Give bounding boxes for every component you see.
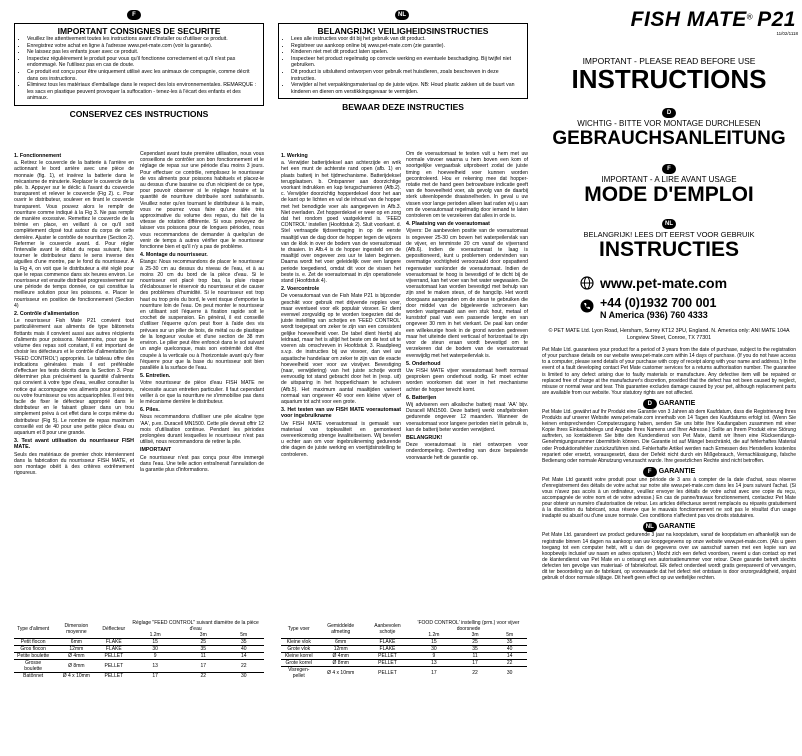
nl-body-col1 <box>281 151 401 459</box>
table-row <box>14 646 264 653</box>
table-cell: Batônnet <box>23 673 44 679</box>
table-row <box>14 639 264 646</box>
section-heading: 1. Werking <box>281 153 308 159</box>
table-header: 1.2m <box>428 632 440 638</box>
fr-warranty-block <box>540 467 798 520</box>
nl-body-col2 <box>406 151 528 462</box>
section-text: Om de voerautomaat te testen vult u hem met uw normale visvoer waarna u hem boven een kom of soortgelijke vergaarbak uitprobeert zodat de juiste timing en hoeveelheid voer kunnen worden gecontroleerd. Hou er rekening mee dat hopper-rotatie met de hand geen betrouwbare indicatie geeft van de hoeveelheid voer, als gevolg van de daarbij sterk uiteenlopende draaisnelheden. In geval u uw vissen voor lange perioden alleen laat raden wij u aan om de voerautomaat regelmatig door iemand te laten controleren om te verzekeren dat alles in orde is. <box>406 151 528 220</box>
section-text: Wij adviseren een alkalische batterij maat 'AA' bijv. Duracell MN1500. Deze batterij werkt onafgebroken gedurende ongeveer 12 maanden. Wanneer de voerautomaat voor langere perioden niet in gebruik is, kan de batterij beter worden verwijderd. <box>406 401 528 433</box>
table-cell: 35 <box>472 646 478 652</box>
table-cell: 22 <box>200 673 207 679</box>
fr-body-col2 <box>140 151 264 474</box>
brand-header <box>540 8 798 32</box>
section-heading: 3. Het testen van uw FISH MATE voerautomaat voor ingebruikname <box>281 407 401 420</box>
section-text: Cependant avant toute première utilisation, nous vous conseillons de contrôler son bon fonctionnement et le réglage de repas sur une période d'au moins 3 jours. Pour effectuer ce contrôle, remplissez le nourrisseur de vos aliments pour poissons habituels et placez-le au dessus d'une bassine ou d'un récipient de ce type, pour pouvoir observer si le réglage horaire et la quantité de nourriture distribuée sont satisfaisants. Veuillez noter qu'en tournant le distributeur à la main, vous ne pourrez vous faire qu'une idée très approximative du volume des repas, du fait de la vitesse de rotation différente. Si vous prévoyez de laisser vos poissons pour de longues périodes, nous vous recommandons de demander à quelqu'un de venir de temps à autres vérifier que le nourrisseur fonctionne bien et qu'il n'y a pas de problème. <box>140 151 264 251</box>
table-cell: PELLET <box>104 663 124 669</box>
table-cell: Kleine korrel <box>284 653 313 659</box>
section-text: a. Retirez le couvercle de la batterie à l'arrière en actionnant le bord arrière avec une pièce de monnaie (fig. 1), et insérez la batterie dans le mécanisme de minuterie. Replacer le couvercle de la pile. b. Appuyer sur le déclic à l'avant du couvercle transparent et relever le couvercle (Fig 2). c. Pour ouvrir le distributeur, soulever en tirant le couvercle transparent. Vous pouvez alors le remplir de nourriture comme indiqué à la Fig 3. Ne pas remplir de manière excessive. Remettez le couvercle de la trémie en place, en veillant à ce qu'il soit complètement clipsé tout autour du corps de cette dernière. Ajuster le contrôle de nourriture (Section 2). Refermer le couvercle avant. d. Pour régler l'intervalle avant le début du repas suivant, faire tourner le distributeur dans le sens inverse des aiguilles d'une montre, par le fond du nourrisseur. A la Fig 4, on voit que le distributeur a été réglé pour que le repas commence dans six heures environ. Le nourrisseur est ensuite distribué progressivement sur une période de temps donnée, ce qui constitue la meilleure solution pour les poissons. e. Placer le nourrisseur en position de fonctionnement (Section 4) <box>14 160 134 309</box>
table-cell: 17 <box>431 670 437 676</box>
nl-subtitle: BELANGRIJK! LEES DIT EERST VOOR GEBRUIK <box>583 230 755 239</box>
warranty-title: GARANTIE <box>658 523 696 531</box>
document-code: 11/02/1118 <box>776 31 798 36</box>
french-section <box>0 0 268 119</box>
de-title: GEBRAUCHSANLEITUNG <box>552 128 786 149</box>
nl-badge-wrap <box>540 212 798 230</box>
table-cell: Visregen-pellet <box>288 667 310 679</box>
table-cell: Kleine vlok <box>286 639 311 645</box>
table-cell: 17 <box>200 663 207 669</box>
warranty-heading <box>542 522 796 532</box>
section-text: De voerautomaat van de Fish Mate P21 is bijzonder geschikt voor gebruik met drijvende repples voer, maar eventueel voor elk populair visvoer. Er dient evenwel zorgvuldig op te worden toegezien dat de juiste instelling van schotjes en 'FEED CONTROL' wordt toegepast om zeker te zijn van een consistent gelijke hoeveelheid voer. De tabel dient hierbij als leidraad, maar het is altijd het beste om de test uit te voeren als omschreven in Hoofdstuk 3. Raadpleeg s.v.p. de instructies bij uw visvoer, dan wel uw aquatische handelaar om zeker te zijn van de exacte hoeveelheid voer voor uw visvijver. Bevestiging (naar, verwijdering) van het juiste schotje wordt eenvoudig tot stand gebracht door het in (resp. uit) de uitsparing in het hopperlichaam te schuiven (Afb.5). Het maximum aantal maaltijden varieert normaal van ongeveer 40 voor een kleine vijver of aquarium tot acht voor een grote. <box>281 293 401 405</box>
fr-title: MODE D'EMPLOI <box>584 183 754 206</box>
section-heading: 2. Contrôle d'alimentation <box>14 311 79 318</box>
list-item: • Éliminez tous les matériaux d'emballage dans le respect des lois environnementales. REMARQUE : les sacs en plastique peuvent provoquer la suffocation - tenez-les à l'écart des enfants et des animaux. <box>27 82 259 102</box>
warranty-title: GARANTIE <box>658 467 696 475</box>
table-cell: 14 <box>506 653 513 659</box>
section-heading: 5. Onderhoud <box>406 360 441 367</box>
table-row <box>14 673 264 680</box>
table-row <box>14 653 264 660</box>
phone-number-na[interactable]: N America (936) 760 4333 <box>600 310 708 320</box>
list-item: • Registreer uw aankoop online bij www.pet-mate.com (zie garantie). <box>291 43 523 50</box>
table-cell: Ø 4 x 10mm <box>62 673 90 679</box>
french-badge-wrap <box>0 3 268 21</box>
section-heading: 3. Test avant utilisation du nourrisseur FISH MATE. <box>14 438 134 451</box>
fr-subtitle: IMPORTANT - A LIRE AVANT USAGE <box>601 175 737 184</box>
website-link[interactable]: www.pet-mate.com <box>600 275 728 291</box>
table-cell: Ø 4mm <box>332 653 349 659</box>
table-cell: FLAKE <box>379 639 396 645</box>
table-cell: 17 <box>472 660 478 666</box>
section-text: Deze voerautomaat is niet ontworpen voor onderdompeling. Overtreding van deze bepalende voorwaarde heft de garantie op. <box>406 442 528 461</box>
table-cell: Grote korrel <box>285 660 312 666</box>
fr-safety-list <box>19 36 259 102</box>
table-row <box>281 653 527 660</box>
section-text: Le nourrisseur Fish Mate P21 convient tout particulièrement aux aliments de type bâtonnets flottants mais il convient aussi aux autres récipients d'aliments pour poissons. Néanmoins, pour que le volume des repas soit constant, il est important de choisir les défecteurs et le contrôle d'alimentation (le 'FEED CONTROL') appropriés. Le tableau offre des indications générales mais il est préférable d'effectuer les tests décrits dans la Section 3. Pour déterminer plus précisément la quantité d'aliments qui convient à votre type d'eau, veuillez consulter la notice qui accompagne vos aliments pour poissons, ou votre fournisseur ou vos acquariophiles. Il est très facile de fixer le défecteur approprié dans le distributeur en le faisant glisser dans un trou simplement prévu à cet effet dans le corps même du distributeur (Fig 5). Le nombre de repas maximum conseillé est de 40 pour une petite pièce d'eau ou aquarium et 8 pour une grande. <box>14 318 134 436</box>
table-row <box>14 660 264 673</box>
section-text: Votre nourrisseur de pièce d'eau FISH MATE ne nécessite aucun entretien particulier. Il faut cependant veiller à ce que la nourriture ne s'immobilise pas dans le mécanisme derrière le distributeur. <box>140 380 264 405</box>
fr-body-col1 <box>14 151 134 477</box>
language-badge-fr: F <box>127 10 141 20</box>
table-cell: Petite boulette <box>17 653 50 659</box>
table-cell: 13 <box>431 660 437 666</box>
section-heading: 4. Plaatsing van de voerautomaat <box>406 221 490 228</box>
list-item: • Inspectez régulièrement le produit pour vous qu'il fonctionne correctement et qu'il n'est pas endommagé. Ne l'utilisez pas en cas de doute. <box>27 56 259 69</box>
nl-safety-title: BELANGRIJK! VEILIGHEIDSINSTRUCTIES <box>317 26 489 36</box>
language-badge-nl: NL <box>395 10 409 20</box>
table-cell: 6mm <box>335 639 347 645</box>
table-header: 3m <box>199 632 207 638</box>
table-cell: 25 <box>200 639 207 645</box>
nl-title: INSTRUCTIES <box>598 238 739 261</box>
table-cell: PELLET <box>378 660 397 666</box>
fr-keep-instructions: CONSERVEZ CES INSTRUCTIONS <box>69 108 209 119</box>
table-cell: 11 <box>472 653 478 659</box>
warranty-heading <box>542 399 796 409</box>
section-heading: BELANGRIJK! <box>406 434 443 441</box>
language-badge-nl-cover: NL <box>662 219 676 229</box>
table-cell: 30 <box>240 673 247 679</box>
en-warranty-block <box>540 347 798 396</box>
de-warranty-text: Pet Mate Ltd. gewährt auf Ihr Produkt eine Garantie von 3 Jahren ab dem Kaufdatum, dass die Registrierung Ihres Produkts auf unserer Website www.pet-mate.com innerhalb von 14 Tagen des Kaufdatums erfolgt ist. (Wenn Sie keinen entsprechenden Computerzugang haben, senden Sie uns bitte Ihre Kaufangaben zusammen mit einer Kopie Ihres Einkaufsbelegs und Angabe Ihres Namens und Ihrer Adresse.) Sollte an Ihrem Produkt eine Störung auftreten, so kontaktieren Sie bitte den Kundendienst von Pet Mate, damit wir Ihnen eine Rücksendungs-Genehmigungsnummer übermitteln können. Die Garantie ist auf Mängel beschränkt, die auf fehlerhaftes Material oder Produktionsfehler zurückzuführen sind. Fehlerhafte Artikel werden nach Ermessen des Herstellers kostenlos repariert oder ersetzt, vorausgesetzt, dass der Defekt nicht durch ein Mißgebrauch, Vernachlässigung, falsche Bedienung oder normale Abnutzung verursacht wurde. Ihre gesetzlichen Rechte sind nicht betroffen. <box>542 408 796 464</box>
fr-badge-wrap <box>540 157 798 175</box>
list-item: • Inspecteer het product regelmatig op correcte werking en eventuele beschadiging. Bij twijfel niet gebruiken. <box>291 56 523 69</box>
fr-warranty-text: Pet Mate Ltd garantit votre produit pour une période de 3 ans à compter de la date d'achat, sous réserve d'enregistrement des détails de votre achat sur notre site www.pet-mate.com dans les 14 jours suivant l'achat. (Si vous n'avez pas accès à un ordinateur, veuillez envoyer les détails de votre achat avec une copie du reçu, accompagnée de votre nom et de votre adresse.) En cas de panne/travaux fonctionnement, contactez Pet Mate pour obtenir un numéro d'autorisation de retour. Les articles défectueux seront remplacés ou réparés gratuitement à la discrétion du fabricant, sous réserve que le mauvais fonctionnement ne soit pas le résultat d'un usage inadapté ou abusif ou d'une usure normale. Ces conditions n'affectent pas vos droits statutaires. <box>542 476 796 520</box>
dutch-badge-wrap <box>268 3 536 21</box>
nl-warranty-block <box>540 522 798 581</box>
table-header: 5m <box>240 632 248 638</box>
table-cell: PELLET <box>378 653 397 659</box>
table-cell: 35 <box>506 639 513 645</box>
table-cell: FLAKE <box>105 639 122 645</box>
table-cell: FLAKE <box>379 646 396 652</box>
table-cell: 22 <box>240 663 247 669</box>
de-warranty-block <box>540 399 798 464</box>
table-cell: 9 <box>153 653 157 659</box>
section-heading: IMPORTANT <box>140 447 172 454</box>
table-cell: Gros flocon <box>20 646 46 652</box>
table-cell: 25 <box>472 639 478 645</box>
fr-safety-block <box>14 23 264 119</box>
registered-mark: ® <box>746 12 753 22</box>
section-heading: 6. Piles. <box>140 407 160 414</box>
fr-feed-table <box>14 620 264 679</box>
table-header: 1.2m <box>149 632 161 638</box>
table-header: Gemiddelde afmeting <box>327 623 355 635</box>
list-item: • Ce produit est conçu pour être uniquement utilisé avec les animaux de compagnie, comme décrit dans ces instructions. <box>27 69 259 82</box>
fr-safety-box <box>14 23 264 106</box>
table-cell: FLAKE <box>105 646 122 652</box>
table-cell: Ø 8mm <box>332 660 349 666</box>
globe-icon <box>580 276 594 290</box>
section-heading: 1. Fonctionnement <box>14 153 62 159</box>
table-header: Dimension moyenne <box>64 623 89 635</box>
en-warranty-text: Pet Mate Ltd. guarantees your product for a period of 3 years from the date of purchase, subject to the registration of your purchase details on our website www.pet-mate.com within 14 days of purchase. (If you do not have access to a computer, please send details of your purchase with copy of receipt along with your name and address.) In the event of a fault developing contact Pet Mate customer services for a returns authorisation number. The guarantee is limited to any defect arising due to faulty materials or manufacture. Any defective item will be repaired or replaced free of charge at the manufacturer's discretion, provided that the defect has not been caused by neglect, misuse or normal wear and tear. This guarantee excludes damage caused by your pet, although replacement parts are available from our website. Your statutory rights are not affected. <box>542 347 796 396</box>
list-item: • Veuillez lire attentivement toutes les instructions avant d'installer ou d'utiliser ce produit. <box>27 36 259 43</box>
en-title: INSTRUCTIONS <box>571 64 767 94</box>
dutch-section <box>268 0 536 112</box>
table-row <box>281 667 527 680</box>
table-cell: 22 <box>506 660 513 666</box>
table-header: Type d'aliment <box>17 626 50 632</box>
cover-section <box>540 0 798 581</box>
table-header: Type voer <box>287 626 310 632</box>
table-cell: 35 <box>240 639 247 645</box>
section-heading: 6. Batterijen <box>406 394 437 401</box>
nl-safety-box <box>278 23 528 99</box>
table-header: Aanbevolen schotje <box>374 623 401 635</box>
table-header: Déflecteur <box>102 626 126 632</box>
table-cell: PELLET <box>104 653 124 659</box>
language-badge-fr-warranty: F <box>643 467 657 477</box>
table-cell: Ø 4 x 10mm <box>327 670 355 676</box>
table-cell: Ø 8mm <box>68 663 85 669</box>
table-cell: 15 <box>152 639 158 645</box>
table-row <box>281 660 527 667</box>
section-text: Étangs: Nous recommandons de placer le nourrisseur à 25-30 cm au dessus du niveau de l'eau, et à au moins 20 cm du bord de la pièce d'eau. Si le nourrisseur est placé trop bas, la pluie risque d'éclabousser le réservoir du nourrisseur et de causer des problèmes d'humidité. Si le nourrisseur est trop haut ou trop près du bord, le vent risque d'emporter la nourriture loin de l'eau. On peut monter le nourrisseur en utilisant soit l'équerre à fixation rapide soit le crochet de suspension. En général, il est conseillé d'utiliser l'équerre qu'on peut fixer à l'aide des vis prévues sur un pilier de bois, de métal ou de plastique de la longueur voulue et d'une section de 38 mm environ. Le pilier peut être enfoncé dans le sol suivant un angle quelconque, mais son extrémité doit être coupée à la verticale ou à l'horizontale avant qu'y fixer l'équerre pour que la base du nourrisseur soit bien parallèle à la surface de l'eau. <box>140 259 264 371</box>
table-cell: 30 <box>431 646 437 652</box>
phone-number[interactable]: +44 (0)1932 700 001 <box>600 296 717 310</box>
table-cell: 35 <box>200 646 207 652</box>
table-cell: PELLET <box>104 673 124 679</box>
list-item: • Dit product is uitsluitend ontworpen voor gebruik met huisdieren, zoals beschreven in deze instructies. <box>291 69 523 82</box>
en-subtitle: IMPORTANT - PLEASE READ BEFORE USE <box>582 56 756 66</box>
section-heading: 2. Voercontrole <box>281 286 320 293</box>
table-cell: 6mm <box>70 639 82 645</box>
list-item: • Lees alle instructies voor dit bij het gebruik van dit product. <box>291 36 523 43</box>
table-row <box>281 646 527 653</box>
nl-safety-block <box>278 23 528 112</box>
phone-row <box>540 297 798 320</box>
table-cell: Grosse boulette <box>24 660 43 672</box>
list-item: • Enregistrez votre achat en ligne à l'adresse www.pet-mate.com (voir la garantie). <box>27 43 259 50</box>
table-cell: 9 <box>432 653 436 659</box>
section-text: Ce nourrisseur n'est pas conçu pour être immergé dans l'eau. Une telle action entraînerait l'annulation de la garantie plus d'informations. <box>140 454 264 473</box>
table-row <box>281 639 527 646</box>
section-heading: 4. Montage du nourrisseur. <box>140 252 208 259</box>
table-cell: 22 <box>472 670 478 676</box>
table-cell: Grote vlok <box>287 646 311 652</box>
warranty-heading <box>542 467 796 477</box>
table-header: 'FOOD CONTROL' instelling (prm.) voor vijver doorsnede <box>417 620 520 632</box>
model-name: P21 <box>757 8 796 31</box>
website-row <box>540 275 798 291</box>
table-cell: Petit flocon <box>20 639 46 645</box>
list-item: • Verwijder al het verpakkingsmateriaal op de juiste wijze. NB: Houd plastic zakken uit de buurt van kinderen en dieren om verstikkingsgevaar te vermijden. <box>291 82 523 95</box>
table-header: Réglage "FEED CONTROL" suivant diamètre de la pièce d'eau <box>132 620 259 632</box>
de-subtitle: WICHTIG - BITTE VOR MONTAGE DURCHLESEN <box>577 119 761 128</box>
section-text: Uw FISH MATE voerautomaat is gemaakt van materiaal van topkwaliteit en gemonteerd overeenkomstig strenge kwaliteitseisen. Wij bevelen u echter aan om voor ingebruikneming gedurende drie dagen de juiste werking en voertijdsinstelling te controleren. <box>281 420 401 458</box>
phone-icon <box>580 299 594 313</box>
warranty-title: GARANTIE <box>658 399 696 407</box>
table-header: 5m <box>506 632 514 638</box>
list-item: • Ne laissez pas les enfants jouer avec ce produit. <box>27 49 259 56</box>
section-text: Uw FISH MATE vijver voerautomaat heeft normaal gesproken geen onderhoud nodig. Er moet echter worden voorkomen dat voer in het mechanisme achter de hopper terecht komt. <box>406 367 528 393</box>
nl-warranty-text: Pet Mate Ltd. garandeert uw product gedurende 3 jaar na koopdatum, vanaf de koopdatum en afhankelijk van de registratie binnen 14 dagen na aankoop van uw koopgegevens op onze website www.pet-mate.com. (Als u geen toegang tot een computer hebt, wilt u dan de gegevens over uw aanschaf samen met een kopie van uw koopbewijs inclusief uw naam en adres opsturen.) Mocht zich een defect voordoen, neemt u dan contact op met de klantendienst van Pet Mate en u ontvangt een autorisatienummer voor retour. Deze garantie betreft slechts defecten ten gevolge van materiaal- of fabrieksfout. Elk defect onderdeel wordt gratis gerepareerd of vervangen, dit ter beoordeling van de fabrikant, op voorwaarde dat het defect niet ontstaan is door onzorgvuldigheid, onjuist gebruik of door normale slijtage. Dit heeft geen effect op uw wettelijke rechten. <box>542 532 796 582</box>
table-cell: 13 <box>152 663 158 669</box>
table-cell: 30 <box>152 646 158 652</box>
fr-safety-title: IMPORTANT CONSIGNES DE SECURITE <box>57 26 221 36</box>
table-cell: Ø 4mm <box>68 653 85 659</box>
nl-feed-table <box>281 620 527 679</box>
table-cell: 12mm <box>69 646 84 652</box>
table-cell: 15 <box>431 639 437 645</box>
language-badge-de-warranty: D <box>643 399 657 409</box>
list-item: • Kinderen niet met dit product laten spelen. <box>291 49 523 56</box>
section-text: Nous recommandons d'utiliser une pile alcaline type 'AA', p.ex. Duracell MN1500. Cette pile devrait offrir 12 mois d'utilisation continue. Pendant les périodes prolongées durant lesquelles le nourrisseur n'est pas utilisé, nous recommandons de retirer la pile. <box>140 414 264 446</box>
table-cell: 30 <box>506 670 513 676</box>
section-text: Vijvers: De aanbevolen positie van de voerautomaat is ongeveer 25-30 cm boven het waterpeilervlak van de vijver, en tenminste 20 cm vanaf de vijverrand (Afb.6). Indien de voerautomaat te laag is gepositioneerd, kunt u problemen ondervinden van overmatige vochtigheid veroorzaakt door opspattend regenwater van/onder de voerautomaat. Indien de voerautomaat te hoog is bevestigd of te dicht bij de vijverrand, kan het voer van het water wegwaaien. De voerautomaat kan worden bevestigd met behulp van zijn snel te maken steun, of de hangclip. Het wordt doorgaans aangeraden om de steun te gebruiken die door middel van de bijgeleverde schroeven kan worden vastgemaakt aan een stuk hout, metaal of kunststof paal van een passende lengte en van ongeveer 30 mm in het vierkant. De paal kan onder een willekeurige hoek in de grond worden gedreven maar het uiteinde dient verticaal of horizontaal te zijn voor de steun eraan wordt bevestigd om te verzekeren dat de bodem van de voerautomaat evenwijdig met het waterpeilervlak is. <box>406 228 528 359</box>
section-text: a. Verwijder batterijdeksel aan achterzijde en wrik het een munt de achterste rand open (afb. 1) en plaats batterij in het tijdmechanisme. Batterijdeksel terugplaatsen. b. Ontspanner aan doorzichtige voorkant indrukken en kap terugschamieren (Afb.2). c. Verwijder doorzichtig hopperdeksel door het aan de kant op te lichten en vul de inhoud van de hopper met het benodigde voer als aangegeven in Afb.3. Niet overladen. Zet hopperdeksel er weer op en zorg dat het rondom goed vastgeklemd is. 'FEED CONTROL' instellen (Hoofdstuk 2). Sluit voorkant. d. Stel vertraagde tijdsvertraging in op de eerste maaltijd van de dag door de hopper tegen de wijzers van de klok in over de bodem van de voerautomaat te draaien. In Afb.4 is de hopper ingesteld om de maaltijd over ongeveer zes uur te laten beginnen. Daarna wordt het voer geleidelijk over een langere periode toegediend, omdat dit voor de vissen het beste is. e. Zet de voerautomaat in zijn operationele stand (Hoofdstuk 4). <box>281 160 401 285</box>
table-cell: 14 <box>240 653 247 659</box>
section-heading: 5. Entretien. <box>140 373 171 380</box>
language-badge-nl-warranty: NL <box>643 522 657 532</box>
table-cell: 12mm <box>333 646 348 652</box>
brand-name: FISH MATE <box>630 8 747 31</box>
table-cell: 11 <box>200 653 206 659</box>
section-text: Seuls des matériaux de premier choix interviennent dans la fabrication du nourrisseur FISH MATE, et son montage obéit à des critères extrêmement rigoureux. <box>14 451 134 477</box>
table-cell: 40 <box>240 646 247 652</box>
table-cell: 40 <box>506 646 513 652</box>
de-badge-wrap <box>540 101 798 119</box>
table-header: 3m <box>471 632 479 638</box>
language-badge-de: D <box>662 108 676 118</box>
language-badge-fr-cover: F <box>662 164 676 174</box>
company-address: © PET MATE Ltd. Lyon Road, Hersham, Surrey KT12 3PU, England. N. America only: ANI MATE 104A Longview Street, Conroe, TX 77301 <box>548 328 790 341</box>
nl-safety-list <box>283 36 523 95</box>
table-cell: PELLET <box>378 670 397 676</box>
table-cell: 17 <box>152 673 158 679</box>
nl-keep-instructions: BEWAAR DEZE INSTRUCTIES <box>342 102 464 113</box>
